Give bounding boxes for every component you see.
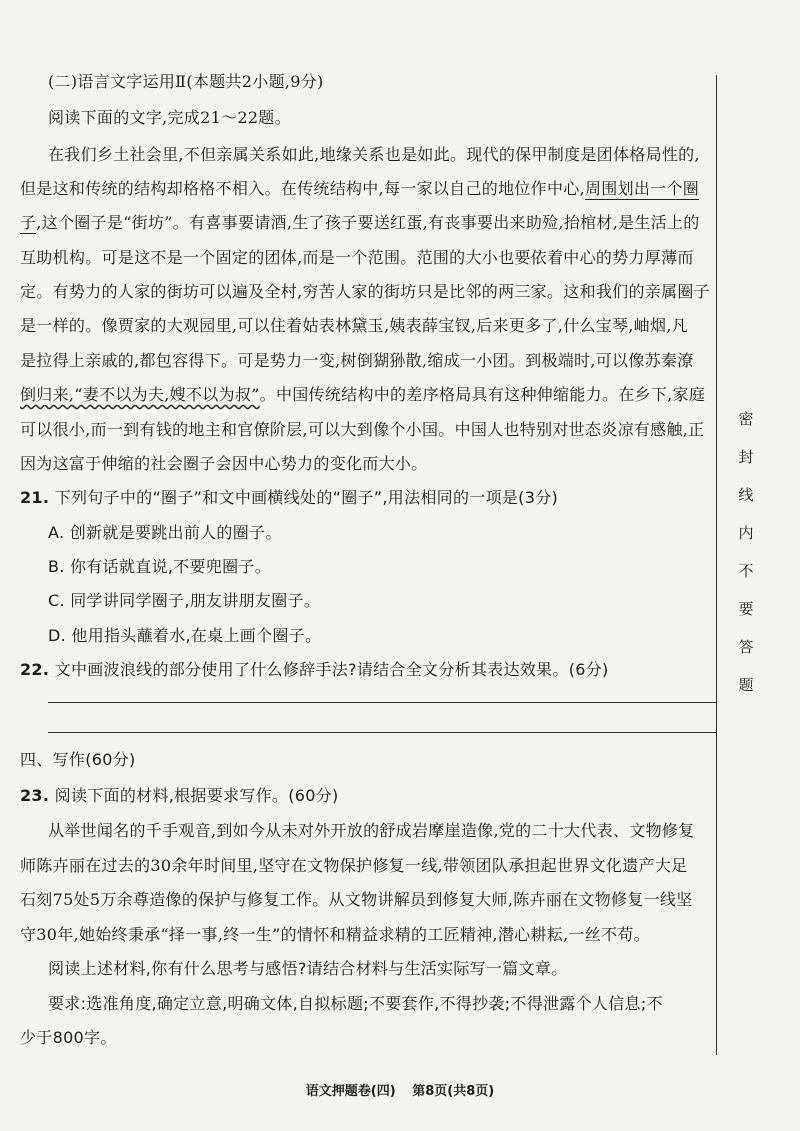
option-c: C. 同学讲同学圈子,朋友讲朋友圈子。 [48,591,321,610]
exam-title: 语文押题卷(四) [305,1084,396,1099]
option-d: D. 他用指头蘸着水,在桌上画个圈子。 [48,626,322,645]
writing-section-heading: 四、写作(60分) [20,750,136,769]
wavy-quote: “妻不以为夫,嫂不以为叔” [74,385,260,404]
underlined-phrase-end: 子 [20,213,37,232]
writing-requirements-cont: 少于800字。 [20,1028,117,1047]
seal-line-notice: 密 封 线 内 不 要 答 题 [738,410,754,694]
answer-line[interactable] [48,702,716,703]
passage-line: 在我们乡土社会里,不但亲属关系如此,地缘关系也是如此。现代的保甲制度是团体格局性的, [48,145,700,164]
passage-line: 是一样的。像贾家的大观园里,可以住着姑表林黛玉,姨表薛宝钗,后来更多了,什么宝琴,岫烟,凡 [20,316,689,335]
page-number: 第8页(共8页) [412,1084,495,1099]
passage-line: 但是这和传统的结构却格格不相入。在传统结构中,每一家以自己的地位作中心,周围划出一个圈 [20,179,700,198]
reading-instruction: 阅读下面的文字,完成21～22题。 [48,108,291,127]
section-heading: (二)语言文字运用Ⅱ(本题共2小题,9分) [48,72,324,91]
passage-line: 倒归来,“妻不以为夫,嫂不以为叔”。中国传统结构中的差序格局具有这种伸缩能力。在乡下,家庭 [20,385,706,404]
option-a: A. 创新就是要跳出前人的圈子。 [48,523,282,542]
question-number: 21. [20,488,50,507]
page-footer [0,1080,800,1099]
passage-line: 是拉得上亲戚的,都包容得下。可是势力一变,树倒猢狲散,缩成一小团。到极端时,可以像苏秦潦 [20,351,694,370]
passage-line: 可以很小,而一到有钱的地主和官僚阶层,可以大到像个小国。中国人也特别对世态炎凉有感触,正 [20,420,705,439]
binding-line [716,75,717,1055]
material-line: 从举世闻名的千手观音,到如今从未对外开放的舒成岩摩崖造像,党的二十大代表、文物修复 [48,821,695,840]
underlined-phrase: 周围划出一个圈 [584,179,700,198]
material-line: 师陈卉丽在过去的30余年时间里,坚守在文物保护修复一线,带领团队承担起世界文化遗产大足 [20,856,688,875]
option-b: B. 你有话就直说,不要兜圈子。 [48,557,272,576]
question-stem: 文中画波浪线的部分使用了什么修辞手法?请结合全文分析其表达效果。(6分) [54,660,609,679]
passage-line: 子,这个圈子是“街坊”。有喜事要请酒,生了孩子要送红蛋,有丧事要出来助殓,抬棺材,是生活上的 [20,213,700,232]
writing-requirements: 要求:选准角度,确定立意,明确文体,自拟标题;不要套作,不得抄袭;不得泄露个人信息;不 [48,994,663,1013]
material-line: 石刻75处5万余尊造像的保护与修复工作。从文物讲解员到修复大师,陈卉丽在文物修复一线坚 [20,890,693,909]
passage-line: 定。有势力的人家的街坊可以遍及全村,穷苦人家的街坊只是比邻的两三家。这和我们的亲属圈子 [20,282,710,301]
wavy-phrase-start: 倒归来, [20,385,75,404]
question-stem: 阅读下面的材料,根据要求写作。(60分) [54,786,339,805]
question-stem: 下列句子中的“圈子”和文中画横线处的“圈子”,用法相同的一项是(3分) [54,488,559,507]
material-line: 守30年,她始终秉承“择一事,终一生”的情怀和精益求精的工匠精神,潜心耕耘,一丝不苟。 [20,925,650,944]
writing-prompt: 阅读上述材料,你有什么思考与感悟?请结合材料与生活实际写一篇文章。 [48,959,568,978]
question-number: 22. [20,660,50,679]
passage-line: 互助机构。可是这不是一个固定的团体,而是一个范围。范围的大小也要依着中心的势力厚薄而 [20,248,694,267]
question-number: 23. [20,786,50,805]
answer-line[interactable] [48,732,716,733]
passage-line: 因为这富于伸缩的社会圈子会因中心势力的变化而大小。 [20,454,428,473]
